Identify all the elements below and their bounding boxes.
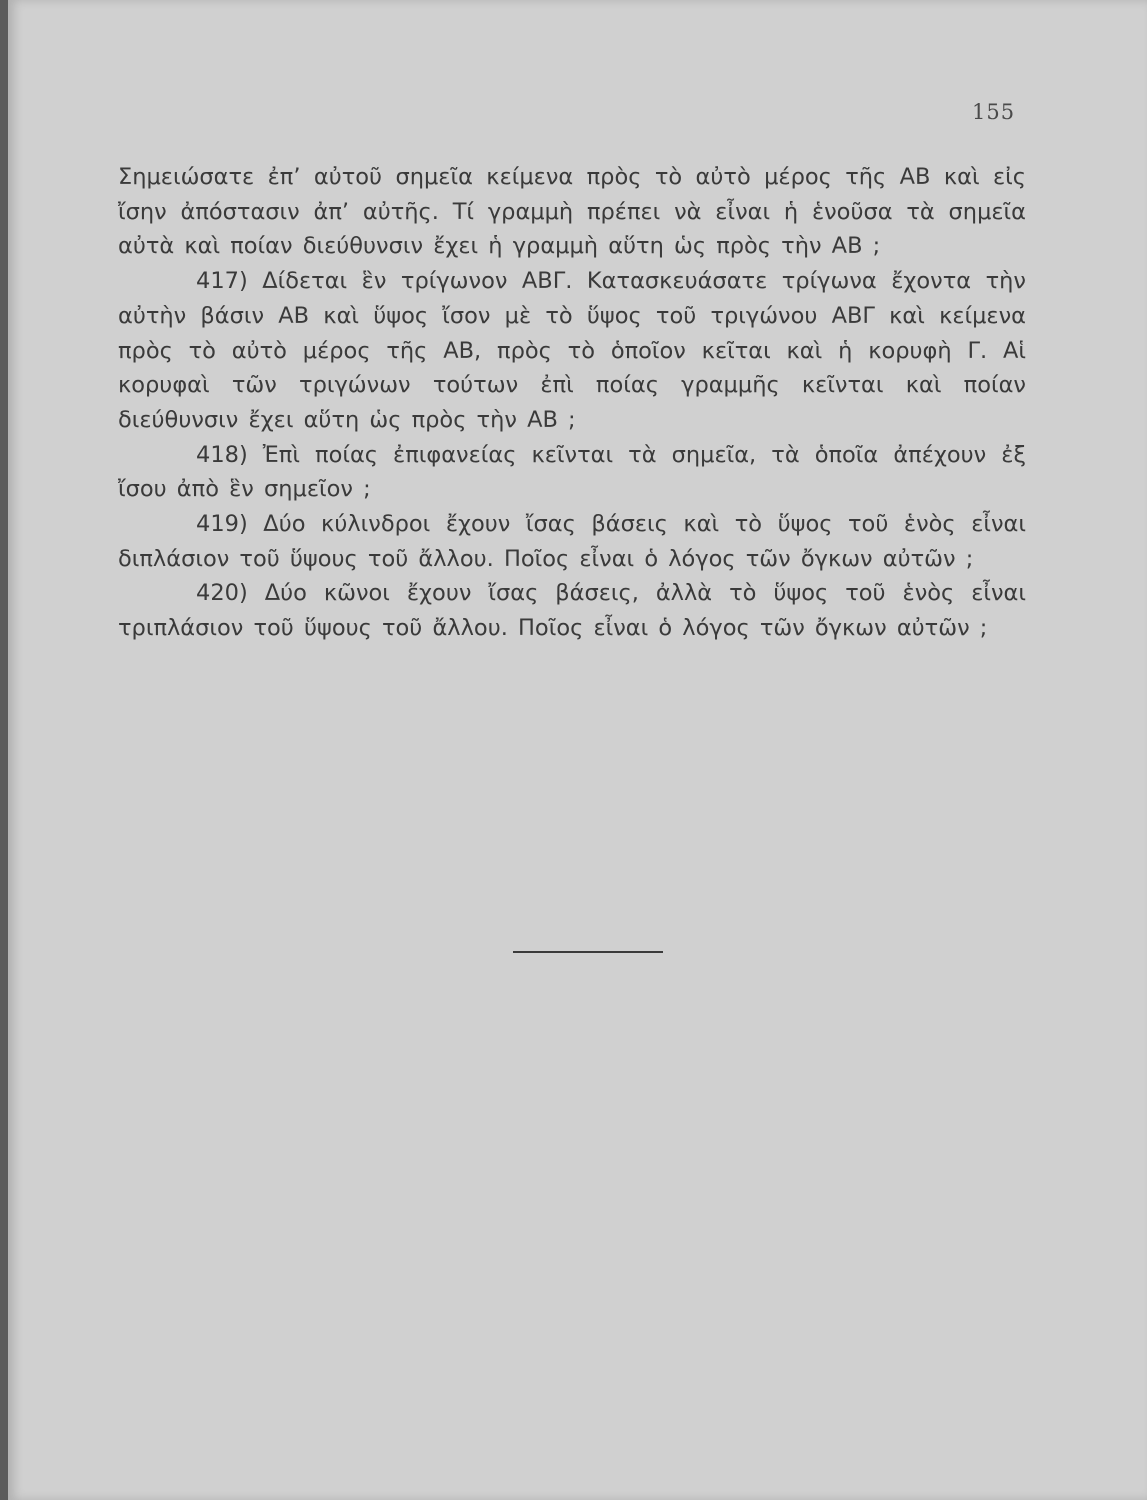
exercise-417: 417) Δίδεται ἓν τρίγωνον ΑΒΓ. Κατασκευάσατε τρίγωνα ἔχοντα τὴν αὐτὴν βάσιν ΑΒ καὶ ὕψος ἴσον μὲ τὸ ὕψος τοῦ τριγώνου ΑΒΓ καὶ κείμενα πρὸς τὸ αὐτὸ μέρος τῆς ΑΒ, πρὸς τὸ ὁποῖον κεῖται καὶ ἡ κορυφὴ Γ. Αἱ κορυφαὶ τῶν τριγώνων τούτων ἐπὶ ποίας γραμμῆς κεῖνται καὶ ποίαν διεύθυνσιν ἔχει αὕτη ὡς πρὸς τὴν ΑΒ ; <box>118 268 1026 433</box>
exercise-419: 419) Δύο κύλινδροι ἔχουν ἴσας βάσεις καὶ τὸ ὕψος τοῦ ἑνὸς εἶναι διπλάσιον τοῦ ὕψους τοῦ ἄλλου. Ποῖος εἶναι ὁ λόγος τῶν ὄγκων αὐτῶν ; <box>118 511 1026 572</box>
paragraph-continuation: Σημειώσατε ἐπ’ αὐτοῦ σημεῖα κείμενα πρὸς τὸ αὐτὸ μέρος τῆς ΑΒ καὶ εἰς ἴσην ἀπόστασιν ἀπ’ αὐτῆς. Τί γραμμὴ πρέπει νὰ εἶναι ἡ ἑνοῦσα τὰ σημεῖα αὐτὰ καὶ ποίαν διεύθυνσιν ἔχει ἡ γραμμὴ αὕτη ὡς πρὸς τὴν ΑΒ ; <box>118 164 1026 260</box>
exercise-418: 418) Ἐπὶ ποίας ἐπιφανείας κεῖνται τὰ σημεῖα, τὰ ὁποῖα ἀπέχουν ἐξ ἴσου ἀπὸ ἓν σημεῖον ; <box>118 441 1026 503</box>
section-end-rule <box>513 951 663 953</box>
page-text <box>118 160 1026 646</box>
book-page <box>8 0 1147 1500</box>
page-number: 155 <box>972 100 1016 124</box>
exercise-420: 420) Δύο κῶνοι ἔχουν ἴσας βάσεις, ἀλλὰ τὸ ὕψος τοῦ ἑνὸς εἶναι τριπλάσιον τοῦ ὕψους τοῦ ἄλλου. Ποῖος εἶναι ὁ λόγος τῶν ὄγκων αὐτῶν ; <box>118 580 1026 642</box>
